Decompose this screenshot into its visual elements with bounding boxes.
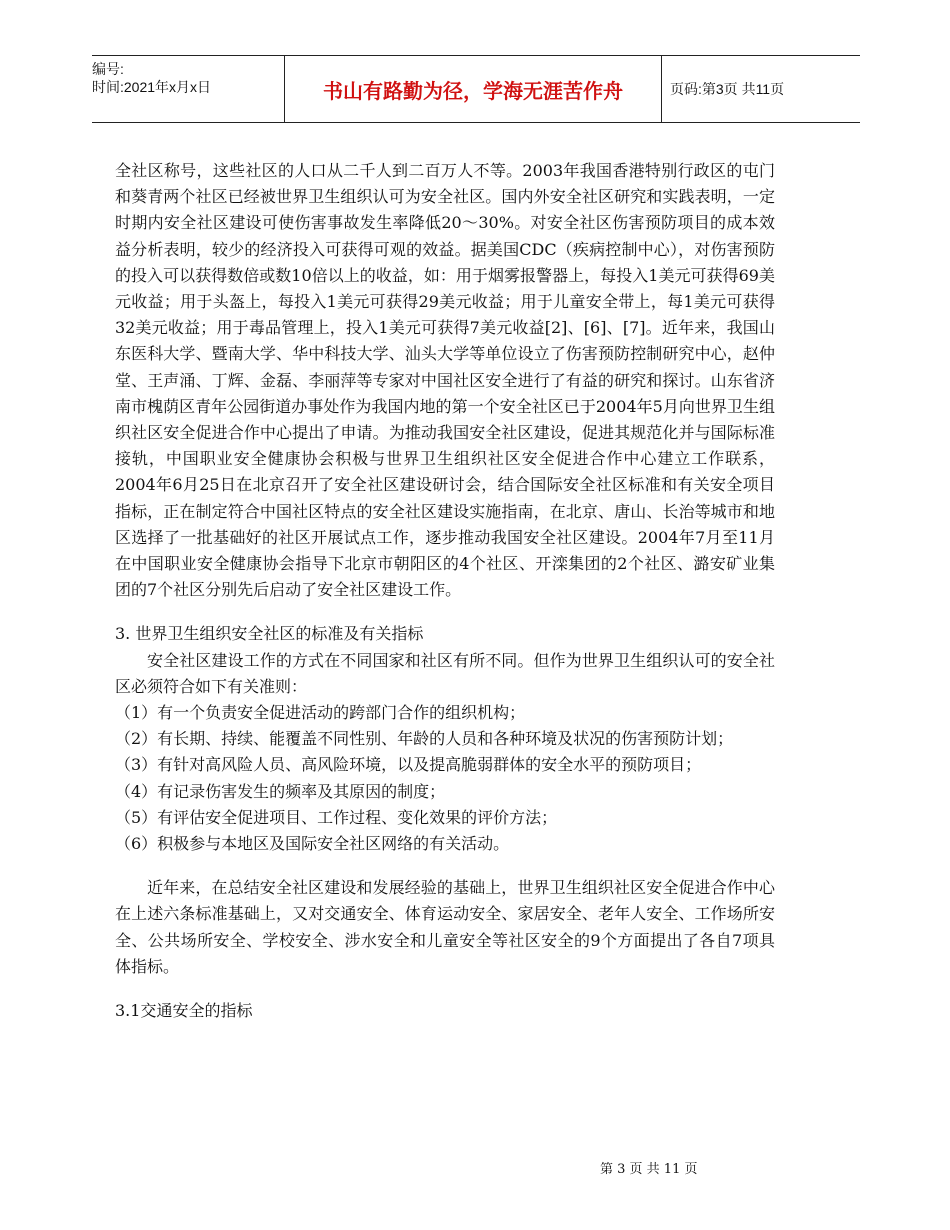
document-body bbox=[115, 158, 775, 1024]
spacer bbox=[115, 603, 775, 621]
section-heading-3: 3. 世界卫生组织安全社区的标准及有关指标 bbox=[115, 624, 424, 644]
criteria-item-5: （5）有评估安全促进项目、工作过程、变化效果的评价方法； bbox=[115, 807, 558, 827]
paragraph-3: 近年来，在总结安全社区建设和发展经验的基础上，世界卫生组织社区安全促进合作中心在上述六条标准基础上，又对交通安全、体育运动安全、家居安全、老年人安全、工作场所安全、公共场所安全、学校安全、涉水安全和儿童安全等社区安全的9个方面提出了各自7项具体指标。 bbox=[115, 878, 775, 976]
criteria-item-3: （3）有针对高风险人员、高风险环境，以及提高脆弱群体的安全水平的预防项目； bbox=[115, 755, 702, 775]
criteria-item-2: （2）有长期、持续、能覆盖不同性别、年龄的人员和各种环境及状况的伤害预防计划； bbox=[115, 729, 734, 749]
header-motto: 书山有路勤为径，学海无涯苦作舟 bbox=[284, 56, 662, 122]
criteria-item-1: （1）有一个负责安全促进活动的跨部门合作的组织机构； bbox=[115, 703, 526, 723]
section-heading-3-1: 3.1交通安全的指标 bbox=[115, 1001, 253, 1021]
page-header bbox=[92, 55, 860, 123]
document-time-label: 时间:2021年x月x日 bbox=[92, 79, 212, 95]
spacer bbox=[115, 980, 775, 998]
spacer bbox=[115, 857, 775, 875]
criteria-item-4: （4）有记录伤害发生的频率及其原因的制度； bbox=[115, 781, 446, 801]
document-number-label: 编号: bbox=[92, 61, 124, 77]
paragraph-2: 安全社区建设工作的方式在不同国家和社区有所不同。但作为世界卫生组织认可的安全社区必须符合如下有关准则： bbox=[115, 650, 775, 696]
criteria-item-6: （6）积极参与本地区及国际安全社区网络的有关活动。 bbox=[115, 834, 510, 854]
header-meta bbox=[92, 56, 284, 122]
header-page-number: 页码:第3页 共11页 bbox=[670, 81, 785, 97]
page-footer: 第 3 页 共 11 页 bbox=[600, 1162, 698, 1177]
paragraph-1: 全社区称号，这些社区的人口从二千人到二百万人不等。2003年我国香港特别行政区的屯门和葵青两个社区已经被世界卫生组织认可为安全社区。国内外安全社区研究和实践表明，一定时期内安全社区建设可使伤害事故发生率降低20～30%。对安全社区伤害预防项目的成本效益分析表明，较少的经济投入可获得可观的效益。据美国CDC（疾病控制中心），对伤害预防的投入可以获得数倍或数10倍以上的收益，如：用于烟雾报警器上，每投入1美元可获得69美元收益；用于头盔上，每投入1美元可获得29美元收益；用于儿童安全带上，每1美元可获得32美元收益；用于毒品管理上，投入1美元可获得7美元收益[2]、[6]、[7]。近年来，我国山东医科大学、暨南大学、华中科技大学、汕头大学等单位设立了伤害预防控制研究中心，赵仲堂、王声涌、丁辉、金磊、李丽萍等专家对中国社区安全进行了有益的研究和探讨。山东省济南市槐荫区青年公园街道办事处作为我国内地的第一个安全社区已于2004年5月向世界卫生组织社区安全促进合作中心提出了申请。为推动我国安全社区建设，促进其规范化并与国际标准接轨，中国职业安全健康协会积极与世界卫生组织社区安全促进合作中心建立工作联系，2004年6月25日在北京召开了安全社区建设研讨会，结合国际安全社区标准和有关安全项目指标，正在制定符合中国社区特点的安全社区建设实施指南，在北京、唐山、长治等城市和地区选择了一批基础好的社区开展试点工作，逐步推动我国安全社区建设。2004年7月至11月在中国职业安全健康协会指导下北京市朝阳区的4个社区、开滦集团的2个社区、潞安矿业集团的7个社区分别先后启动了安全社区建设工作。 bbox=[115, 161, 775, 600]
